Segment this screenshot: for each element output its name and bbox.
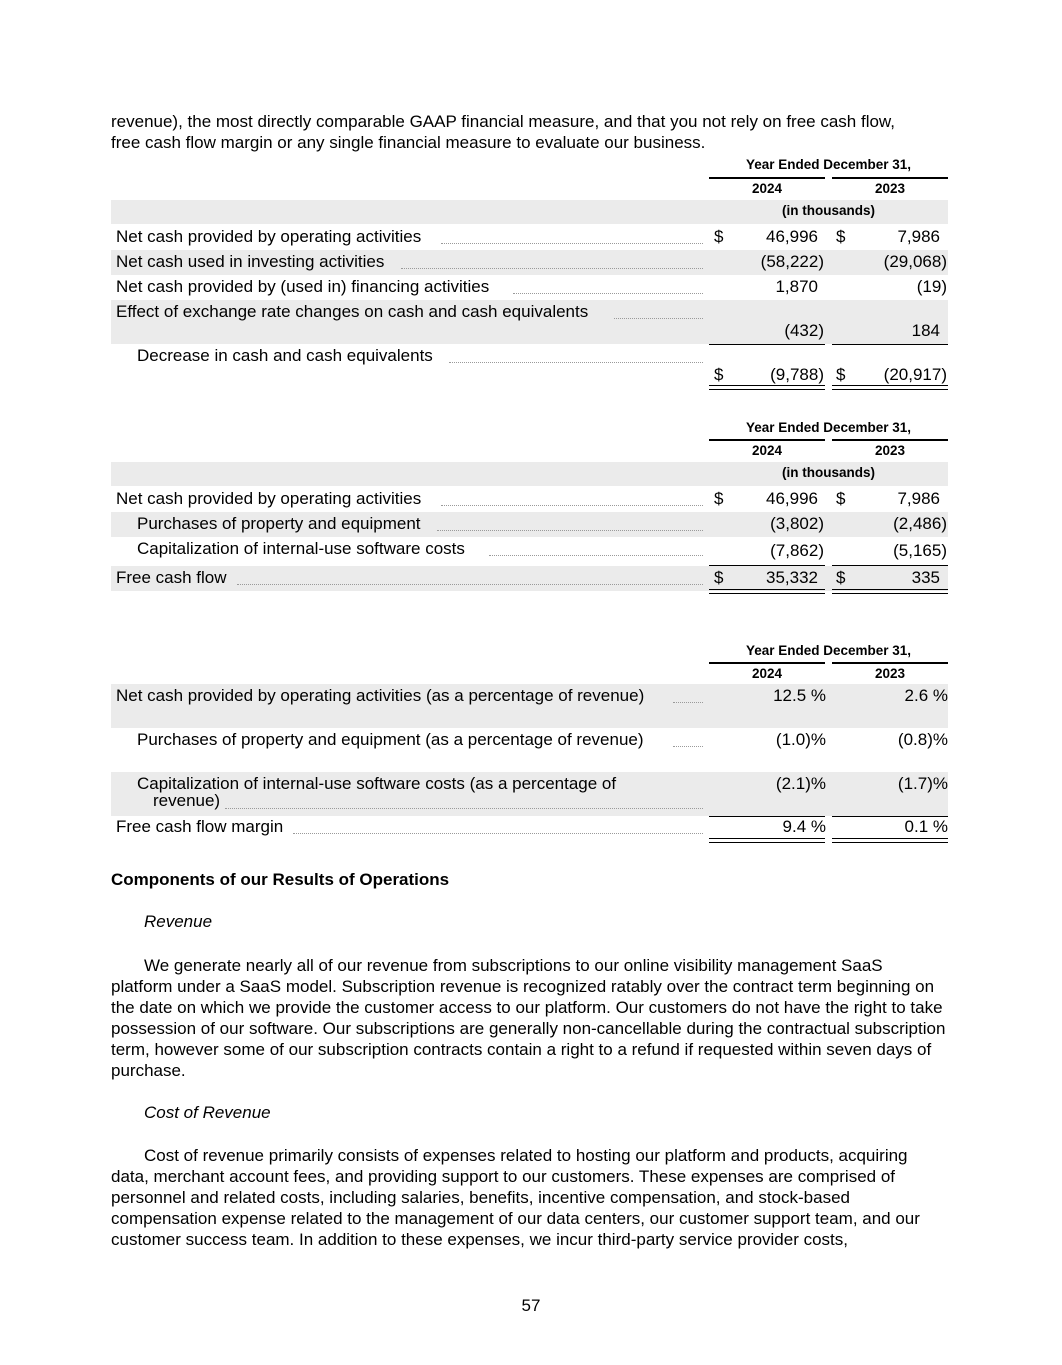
row-label: Net cash used in investing activities xyxy=(116,252,385,271)
free-cash-flow-table xyxy=(111,418,948,598)
row-label-continued: revenue) xyxy=(153,791,221,810)
table-row xyxy=(111,300,948,344)
table-row xyxy=(111,275,948,300)
row-label: Capitalization of internal-use software costs (as a percentage of xyxy=(137,774,617,793)
row-label: Net cash provided by operating activities xyxy=(116,227,422,246)
total-double-rule xyxy=(832,838,948,843)
cost-of-revenue-paragraph: Cost of revenue primarily consists of expenses related to hosting our platform and products, acquiring data, merchant account fees, and providing support to our customers. These expenses are comprised of personnel and related costs, including salaries, benefits, incentive compensation, and stock-based compensation expense related to the management of our data centers, our customer support team, and our customer success team. In addition to these expenses, we incur third-party service provider costs, xyxy=(111,1146,920,1249)
table-row xyxy=(111,250,948,275)
dot-leader xyxy=(449,362,703,363)
currency-symbol: $ xyxy=(836,489,846,508)
intro-line-2: free cash flow margin or any single financial measure to evaluate our business. xyxy=(111,133,706,152)
cost-of-revenue-subheading: Cost of Revenue xyxy=(144,1103,271,1122)
value-2023: (29,068) xyxy=(883,252,947,271)
dot-leader xyxy=(225,808,703,809)
dot-leader xyxy=(293,833,703,834)
value-2023: (0.8)% xyxy=(897,730,948,749)
period-header: Year Ended December 31, xyxy=(745,157,912,172)
currency-symbol: $ xyxy=(714,568,724,587)
value-2024: 9.4 % xyxy=(782,817,826,836)
value-2023: 2.6 % xyxy=(904,686,948,705)
intro-paragraph xyxy=(111,111,948,153)
value-2023: (2,486) xyxy=(893,514,947,533)
table-row xyxy=(111,816,948,838)
col-header-2024: 2024 xyxy=(709,439,825,458)
table-row xyxy=(111,728,948,772)
value-2023: 0.1 % xyxy=(904,817,948,836)
total-double-rule xyxy=(709,838,825,843)
dot-leader xyxy=(673,746,703,747)
value-2024: 46,996 xyxy=(766,227,818,246)
currency-symbol: $ xyxy=(714,365,724,384)
row-label: Capitalization of internal-use software costs xyxy=(137,539,465,558)
dot-leader xyxy=(237,584,703,585)
col-header-2023: 2023 xyxy=(832,177,948,196)
value-2023: 184 xyxy=(911,321,940,340)
units-row xyxy=(111,462,948,486)
currency-symbol: $ xyxy=(836,568,846,587)
row-label: Purchases of property and equipment (as a percentage of revenue) xyxy=(137,730,644,749)
value-2024: 46,996 xyxy=(766,489,818,508)
value-2024: (2.1)% xyxy=(775,774,826,793)
table-row xyxy=(111,537,948,564)
units-label: (in thousands) xyxy=(782,203,875,218)
row-label: Free cash flow margin xyxy=(116,817,284,836)
value-2024: (9,788) xyxy=(770,365,824,384)
intro-line-1: revenue), the most directly comparable GAAP financial measure, and that you not rely on free cash flow, xyxy=(111,112,895,131)
value-2023: 7,986 xyxy=(897,489,940,508)
value-2023: (20,917) xyxy=(883,365,947,384)
row-label: Purchases of property and equipment xyxy=(137,514,421,533)
dot-leader xyxy=(401,268,703,269)
value-2023: 7,986 xyxy=(897,227,940,246)
value-2024: (58,222) xyxy=(760,252,824,271)
value-2023: (5,165) xyxy=(893,541,947,560)
table-row xyxy=(111,512,948,537)
page-number: 57 xyxy=(521,1296,541,1315)
value-2023: (19) xyxy=(916,277,947,296)
units-label: (in thousands) xyxy=(782,465,875,480)
currency-symbol: $ xyxy=(714,489,724,508)
row-label: Free cash flow xyxy=(116,568,227,587)
table-row xyxy=(111,684,948,728)
value-2024: 1,870 xyxy=(775,277,818,296)
table-row xyxy=(111,487,948,512)
section-heading: Components of our Results of Operations xyxy=(111,870,450,889)
period-header: Year Ended December 31, xyxy=(745,420,912,435)
row-label: Effect of exchange rate changes on cash and cash equivalents xyxy=(116,302,589,321)
total-double-rule xyxy=(832,385,948,390)
value-2023: 335 xyxy=(911,568,940,587)
value-2024: 35,332 xyxy=(766,568,818,587)
row-label: Net cash provided by operating activities (as a percentage of revenue) xyxy=(116,686,645,705)
dot-leader xyxy=(441,243,703,244)
table-row xyxy=(111,566,948,591)
cash-flow-table xyxy=(111,155,948,395)
revenue-paragraph: We generate nearly all of our revenue from subscriptions to our online visibility management SaaS platform under a SaaS model. Subscription revenue is recognized ratably over the contract term beginning on the date on which we provide the customer access to our platform. Our customers do not have the right to take possession of our software. Our subscriptions are generally non-cancellable during the contractual subscription term, however some of our subscription contracts contain a right to a refund if requested within seven days of purchase. xyxy=(111,956,946,1080)
free-cash-flow-margin-table xyxy=(111,641,948,846)
currency-symbol: $ xyxy=(836,365,846,384)
dot-leader xyxy=(513,293,703,294)
row-label: Decrease in cash and cash equivalents xyxy=(137,346,433,365)
value-2024: (1.0)% xyxy=(775,730,826,749)
col-header-2024: 2024 xyxy=(709,662,825,681)
table-row xyxy=(111,772,948,816)
col-header-2023: 2023 xyxy=(832,662,948,681)
row-label: Net cash provided by (used in) financing activities xyxy=(116,277,490,296)
table-row xyxy=(111,344,948,388)
total-double-rule xyxy=(709,385,825,390)
currency-symbol: $ xyxy=(714,227,724,246)
total-double-rule xyxy=(709,589,825,594)
value-2023: (1.7)% xyxy=(897,774,948,793)
dot-leader xyxy=(489,555,703,556)
units-row xyxy=(111,200,948,224)
period-header: Year Ended December 31, xyxy=(745,643,912,658)
dot-leader xyxy=(437,530,703,531)
value-2024: (3,802) xyxy=(770,514,824,533)
row-label: Net cash provided by operating activities xyxy=(116,489,422,508)
table-row xyxy=(111,225,948,250)
value-2024: (7,862) xyxy=(770,541,824,560)
col-header-2023: 2023 xyxy=(832,439,948,458)
dot-leader xyxy=(614,318,703,319)
value-2024: 12.5 % xyxy=(773,686,826,705)
dot-leader xyxy=(673,702,703,703)
value-2024: (432) xyxy=(784,321,824,340)
dot-leader xyxy=(441,505,703,506)
revenue-subheading: Revenue xyxy=(144,912,213,931)
total-double-rule xyxy=(832,589,948,594)
currency-symbol: $ xyxy=(836,227,846,246)
col-header-2024: 2024 xyxy=(709,177,825,196)
